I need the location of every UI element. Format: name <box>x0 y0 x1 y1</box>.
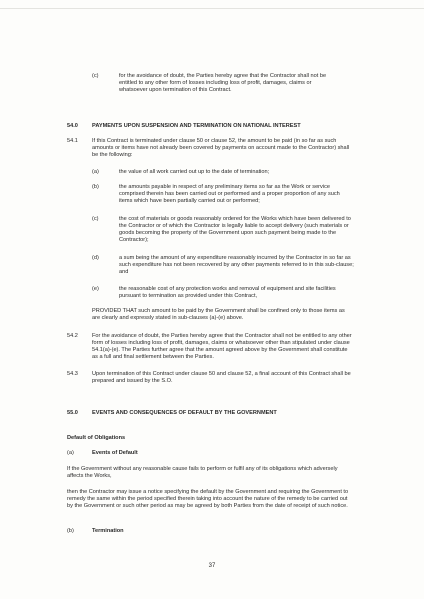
section-number: 54.0 <box>67 123 78 129</box>
subheading: Default of Obligations <box>67 435 126 441</box>
clause-paragraph: the value of all work carried out up to the date of termination; <box>119 169 270 175</box>
clause-paragraph: For the avoidance of doubt, the Parties hereby agree that the Contractor shall not be entitled to any other form of losses including loss of profit, damages, claims or whatsoever other than stipulated under clause 54.1(a)-(e). The Parties further agree that the amount agreed above by the Government shall constitute as a full and final settlement between the Parties. <box>92 333 352 360</box>
item-label: (e) <box>92 286 99 292</box>
scan-artifact-line <box>0 8 424 9</box>
section-heading: EVENTS AND CONSEQUENCES OF DEFAULT BY THE GOVERNMENT <box>92 410 277 416</box>
item-label: (b) <box>67 528 74 534</box>
clause-paragraph: Upon termination of this Contract under clause 50 and clause 52, a final account of this Contract shall be prepared and issued by the S.O. <box>92 371 351 384</box>
clause-paragraph: If this Contract is terminated under clause 50 or clause 52, the amount to be paid (in so far as such amounts or items have not already been covered by payments on account made to the Contractor) shall be the following: <box>92 138 350 158</box>
subheading: Events of Default <box>92 450 138 456</box>
item-label: (c) <box>92 73 99 79</box>
subheading: Termination <box>92 528 124 534</box>
item-label: (a) <box>67 450 74 456</box>
item-label: (a) <box>92 169 99 175</box>
clause-number: 54.2 <box>67 333 78 339</box>
clause-number: 54.3 <box>67 371 78 377</box>
item-label: (b) <box>92 184 99 190</box>
clause-paragraph: then the Contractor may issue a notice specifying the default by the Government and requiring the Government to remedy the same within the period specified therein taking into account the nature of the remedy to be carried out by the Government or such other period as may be agreed by both Parties from the date of receipt of such notice. <box>67 489 349 509</box>
clause-paragraph: the reasonable cost of any protection works and removal of equipment and site facilities pursuant to termination as provided under this Contract, <box>119 286 336 299</box>
item-label: (d) <box>92 255 99 261</box>
clause-paragraph: the cost of materials or goods reasonably ordered for the Works which have been delivered to the Contractor or of which the Contractor is legally liable to accept delivery (such materials or goods becoming the property of the Government upon such payment being made to the Contractor); <box>119 216 351 243</box>
clause-paragraph: the amounts payable in respect of any preliminary items so far as the Work or service comprised therein has been carried out or performed and a proper proportion of any such items which have been partially carried out or performed; <box>119 184 340 204</box>
section-number: 55.0 <box>67 410 78 416</box>
clause-number: 54.1 <box>67 138 78 144</box>
clause-paragraph: for the avoidance of doubt, the Parties hereby agree that the Contractor shall not be entitled to any other form of losses including loss of profit, damages, claims or whatsoever upon termination of this Contract. <box>119 73 327 93</box>
clause-paragraph: If the Government without any reasonable cause fails to perform or fulfil any of its obligations which adversely affects the Works, <box>67 466 338 479</box>
page-number: 37 <box>208 563 216 569</box>
proviso-paragraph: PROVIDED THAT such amount to be paid by the Government shall be confined only to those items as are clearly and expressly stated in sub-clauses (a)-(e) above. <box>92 308 345 321</box>
item-label: (c) <box>92 216 99 222</box>
clause-paragraph: a sum being the amount of any expenditure reasonably incurred by the Contractor in so far as such expenditure has not been recovered by any other payments referred to in this sub-clause; and <box>119 255 354 275</box>
section-heading: PAYMENTS UPON SUSPENSION AND TERMINATION ON NATIONAL INTEREST <box>92 123 301 129</box>
